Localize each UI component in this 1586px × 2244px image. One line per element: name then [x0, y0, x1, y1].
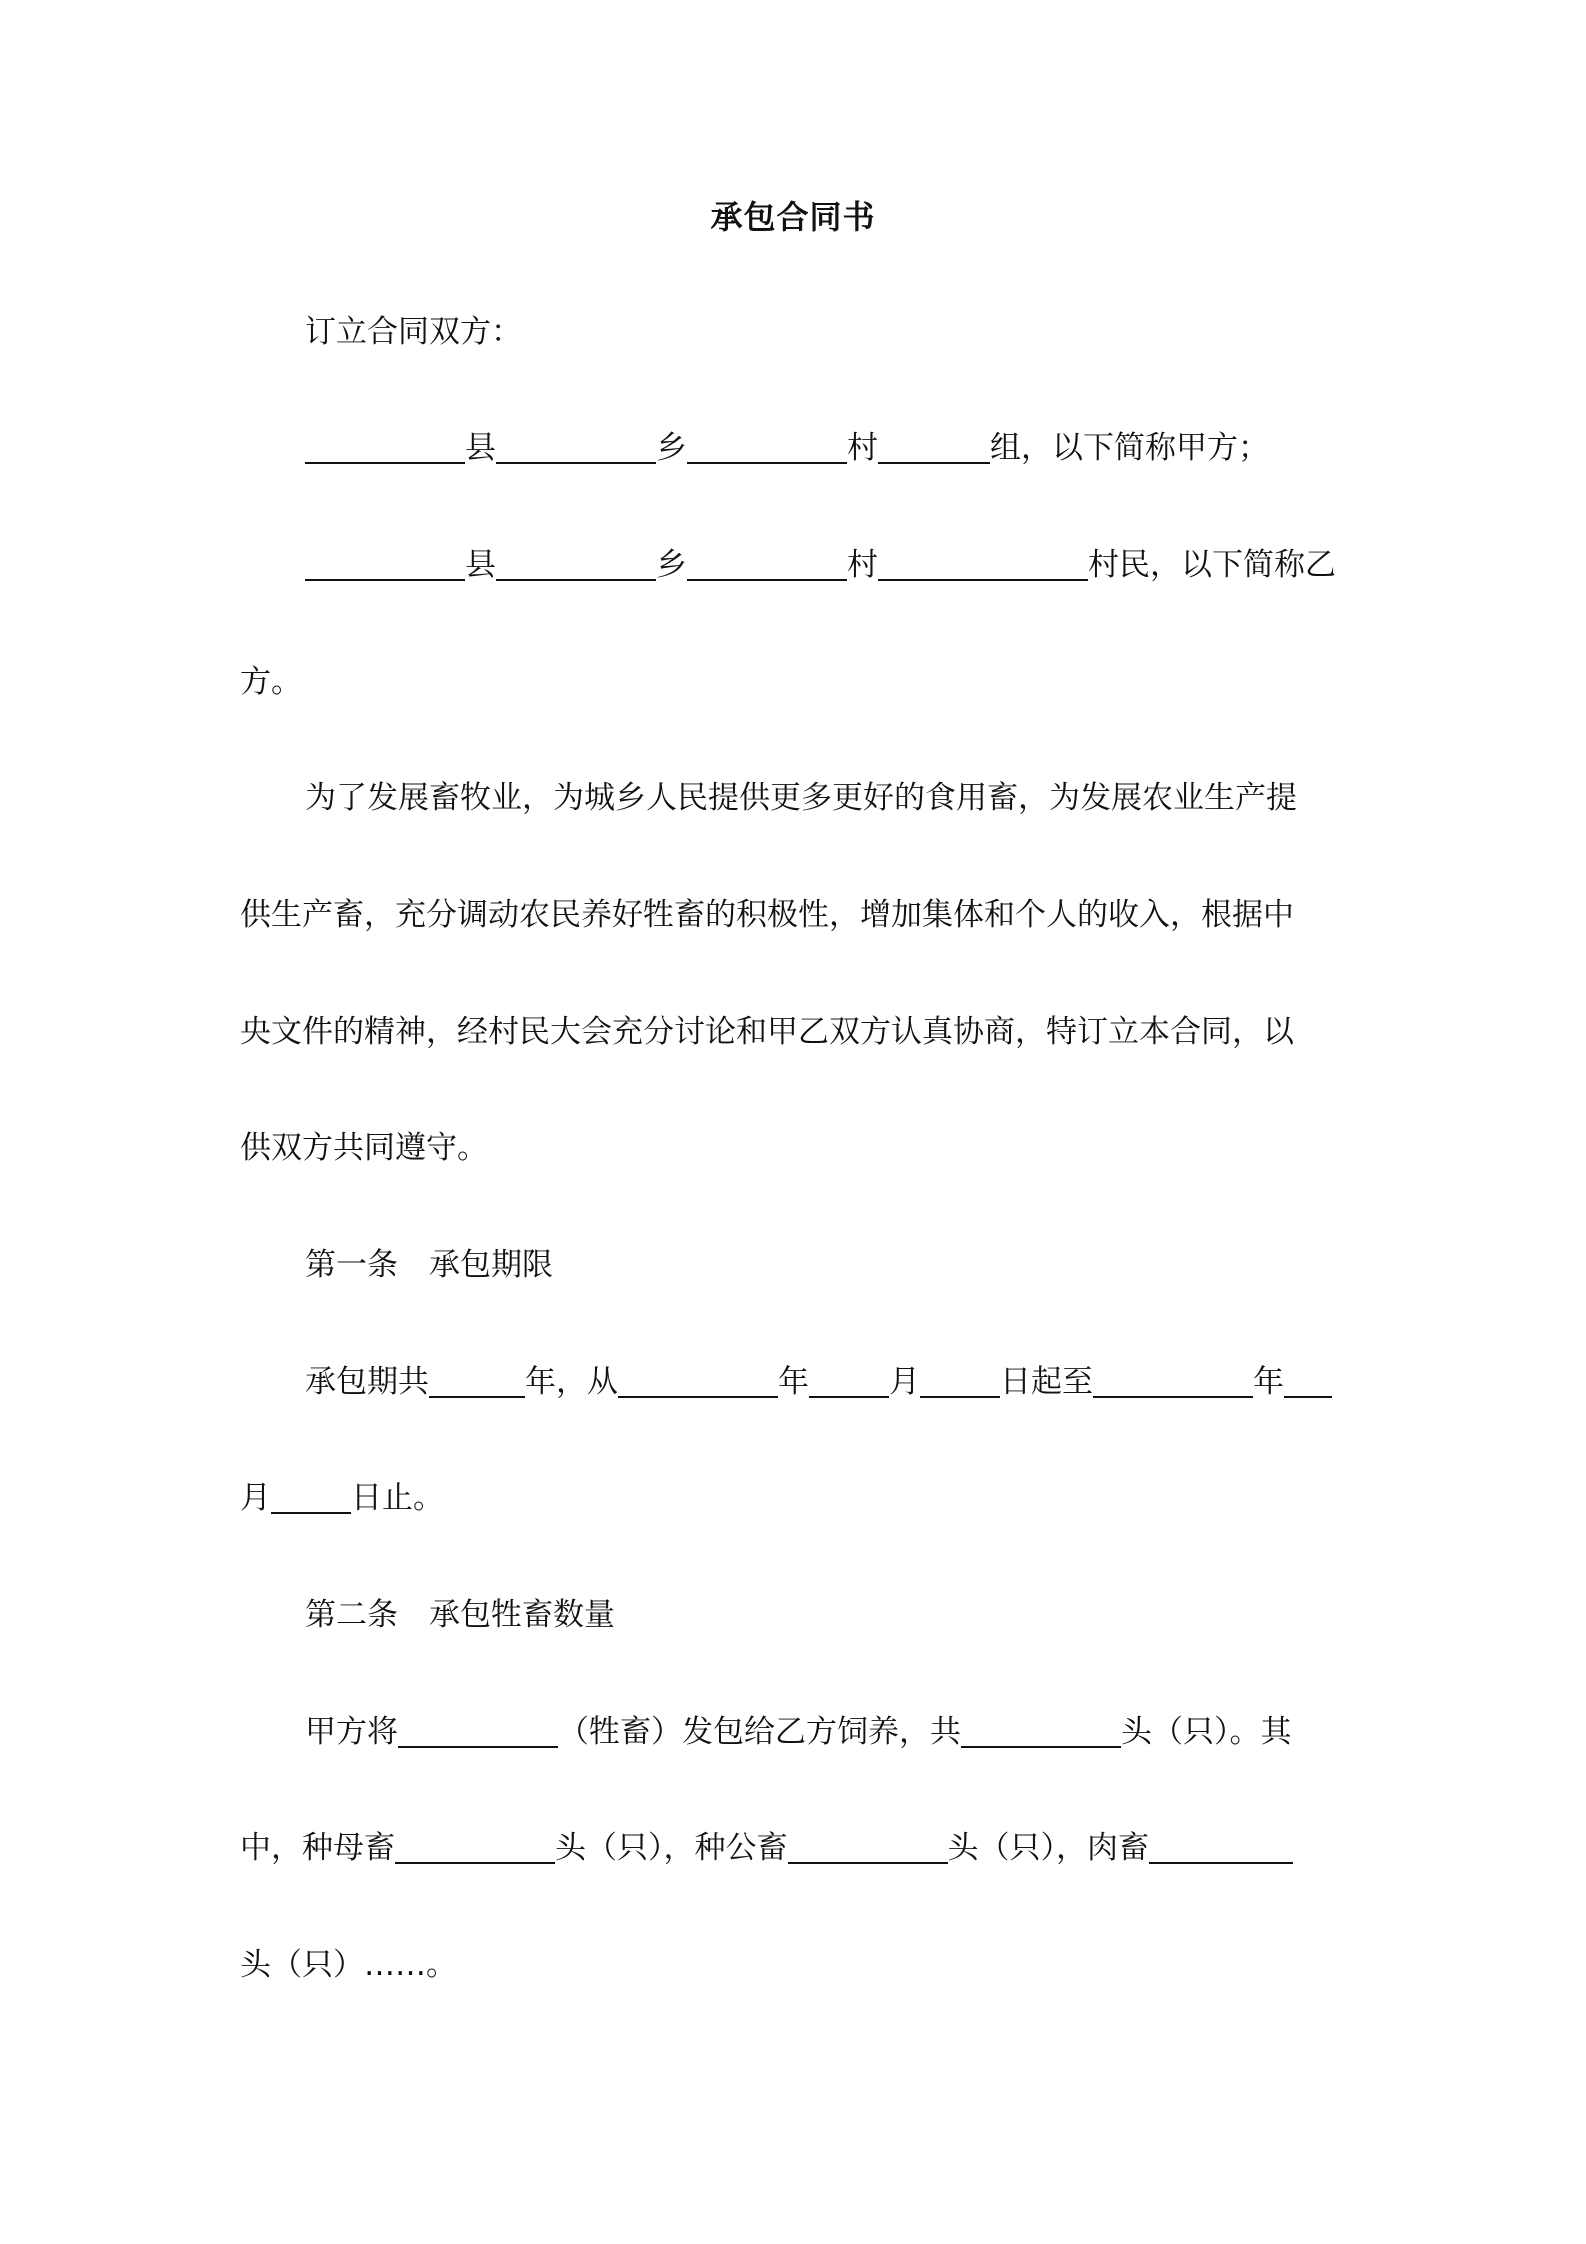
article-2-line-end: 头（只）……。: [240, 1947, 457, 1983]
label-township: 乡: [656, 430, 687, 466]
blank-field[interactable]: [1284, 1366, 1332, 1398]
article-2-heading: 第二条 承包牲畜数量: [305, 1597, 615, 1633]
blank-field[interactable]: [496, 432, 656, 464]
text-segment: 头（只）。其: [1121, 1714, 1292, 1750]
blank-field[interactable]: [618, 1366, 778, 1398]
blank-field[interactable]: [1093, 1366, 1253, 1398]
label-villager: 村民，以下简称乙: [1088, 547, 1336, 583]
blank-field[interactable]: [271, 1482, 351, 1514]
party-b-line-end: 方。: [240, 664, 302, 700]
text-segment: 年: [778, 1364, 809, 1400]
text-segment: 月: [240, 1480, 271, 1516]
label-group: 组，以下简称甲方；: [990, 430, 1269, 466]
text-segment: 日止。: [351, 1480, 444, 1516]
document-title: 承包合同书: [710, 198, 876, 236]
article-1-line: [305, 1362, 1332, 1402]
blank-field[interactable]: [429, 1366, 525, 1398]
article-2-line: [305, 1712, 1292, 1752]
blank-field[interactable]: [1149, 1832, 1293, 1864]
label-village: 村: [847, 430, 878, 466]
text-segment: 中，种母畜: [240, 1830, 395, 1866]
preamble-line: 供生产畜，充分调动农民养好牲畜的积极性，增加集体和个人的收入，根据中: [240, 897, 1294, 933]
text-segment: （牲畜）发包给乙方饲养，共: [558, 1714, 961, 1750]
intro-line: 订立合同双方：: [305, 314, 522, 350]
blank-field[interactable]: [878, 432, 990, 464]
blank-field[interactable]: [687, 549, 847, 581]
article-1-line-end: [240, 1478, 444, 1518]
blank-field[interactable]: [496, 549, 656, 581]
blank-field[interactable]: [305, 432, 465, 464]
blank-field[interactable]: [305, 549, 465, 581]
article-1-heading: 第一条 承包期限: [305, 1247, 553, 1283]
text-segment: 头（只），种公畜: [555, 1830, 788, 1866]
preamble-line: 为了发展畜牧业，为城乡人民提供更多更好的食用畜，为发展农业生产提: [305, 780, 1297, 816]
text-segment: 月: [889, 1364, 920, 1400]
blank-field[interactable]: [920, 1366, 1000, 1398]
blank-field[interactable]: [878, 549, 1088, 581]
blank-field[interactable]: [395, 1832, 555, 1864]
blank-field[interactable]: [788, 1832, 948, 1864]
preamble-line: 央文件的精神，经村民大会充分讨论和甲乙双方认真协商，特订立本合同，以: [240, 1014, 1294, 1050]
label-county: 县: [465, 430, 496, 466]
text-segment: 甲方将: [305, 1714, 398, 1750]
label-village: 村: [847, 547, 878, 583]
article-2-line: [240, 1828, 1293, 1868]
blank-field[interactable]: [809, 1366, 889, 1398]
label-county: 县: [465, 547, 496, 583]
text-segment: 年，从: [525, 1364, 618, 1400]
blank-field[interactable]: [961, 1716, 1121, 1748]
text-segment: 年: [1253, 1364, 1284, 1400]
blank-field[interactable]: [687, 432, 847, 464]
label-township: 乡: [656, 547, 687, 583]
party-b-line: [305, 545, 1336, 585]
party-a-line: [305, 428, 1269, 468]
text-segment: 日起至: [1000, 1364, 1093, 1400]
blank-field[interactable]: [398, 1716, 558, 1748]
text-segment: 头（只），肉畜: [947, 1830, 1149, 1866]
text-segment: 承包期共: [305, 1364, 429, 1400]
preamble-line: 供双方共同遵守。: [240, 1130, 488, 1166]
